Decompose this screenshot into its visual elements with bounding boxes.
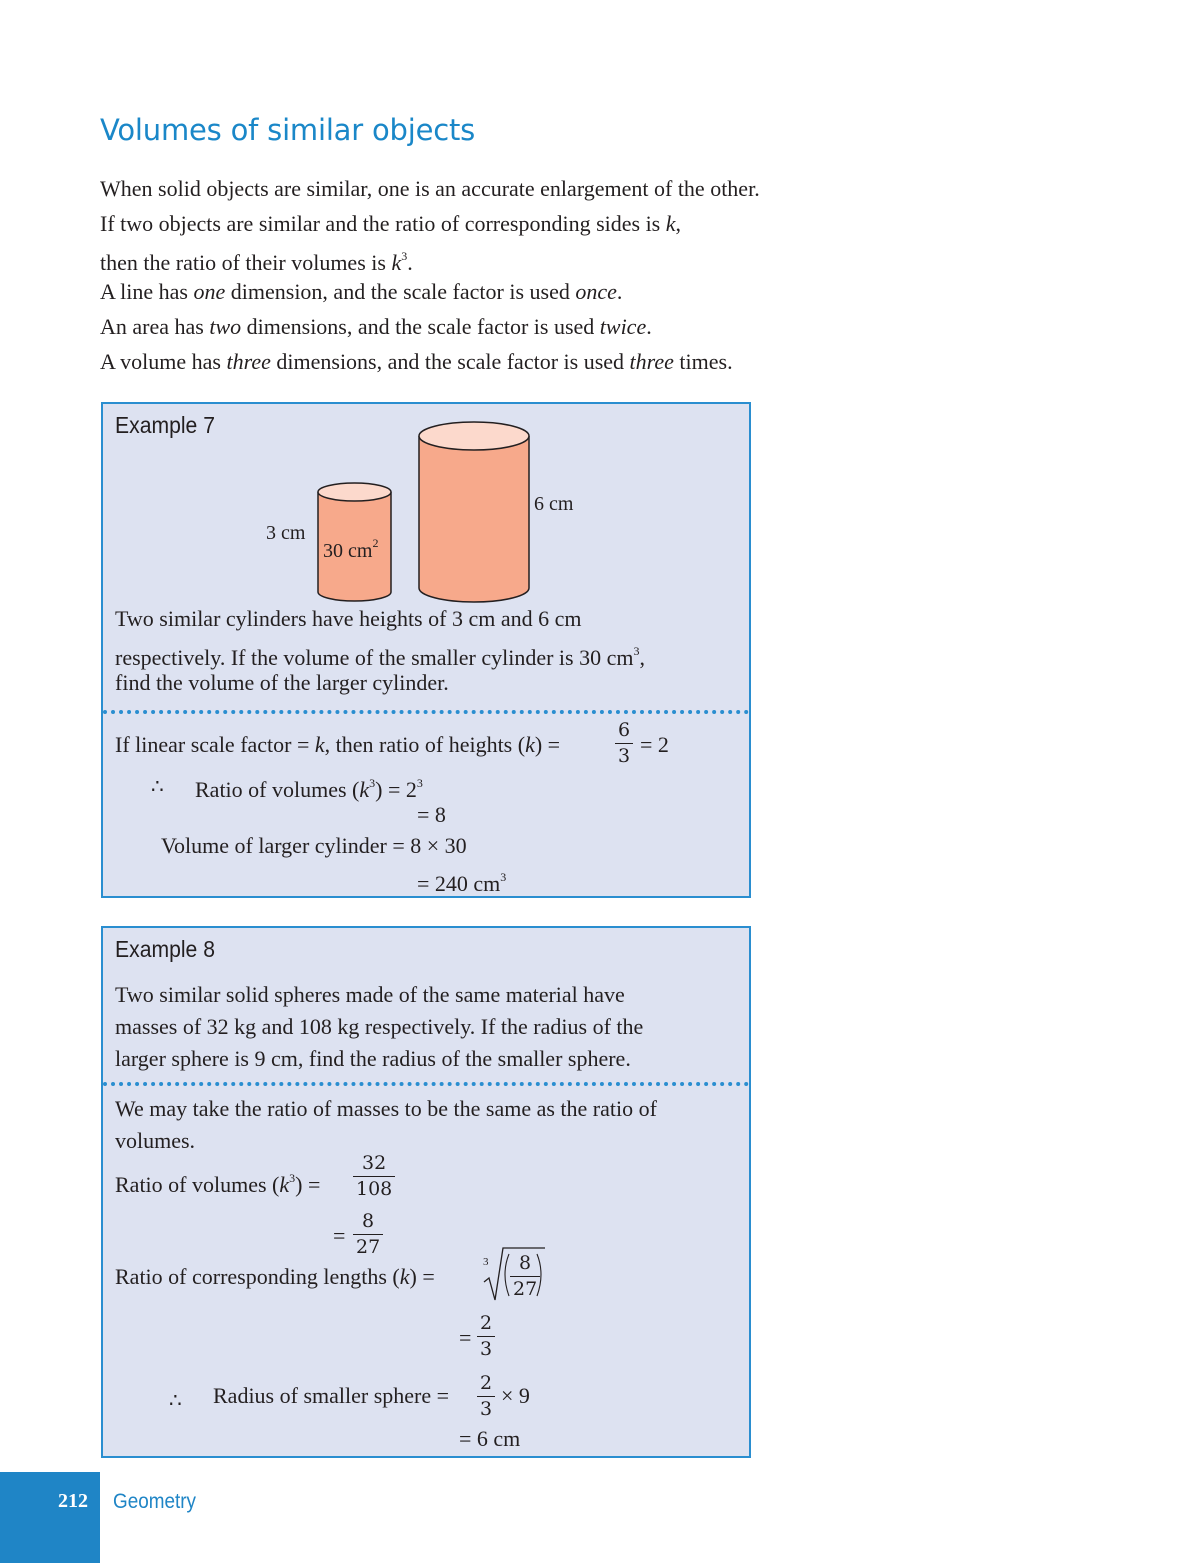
- small-cylinder-bottom: [318, 592, 391, 601]
- intro-line-3: then the ratio of their volumes is $k^3$.: [100, 249, 413, 275]
- large-cylinder-body: [419, 436, 529, 588]
- example-7-solution-line-1: If linear scale factor = k, then ratio of heights (k) =: [115, 732, 561, 757]
- example-8-problem-line-1: Two similar solid spheres made of the same material have: [115, 982, 625, 1007]
- height-ratio-result: = 2: [640, 732, 669, 757]
- large-cylinder: [419, 422, 529, 602]
- divider: [103, 1082, 749, 1086]
- example-8-solution-line-2: volumes.: [115, 1128, 196, 1153]
- example-7-solution-line-4: Volume of larger cylinder = 8 × 30: [161, 833, 467, 858]
- example-8-title: Example 8: [115, 936, 215, 962]
- cube-root-expression: [481, 1244, 547, 1304]
- length-ratio-fraction: $\frac{2}{3}$: [477, 1314, 495, 1359]
- radius-fraction: $\frac{2}{3}$: [477, 1374, 495, 1419]
- example-7-problem-line-3: find the volume of the larger cylinder.: [115, 670, 449, 695]
- small-volume-label: 30 $cm^2$: [323, 536, 379, 562]
- intro-line-1: When solid objects are similar, one is an accurate enlargement of the other.: [100, 176, 760, 201]
- radius-multiplier: × 9: [501, 1383, 530, 1408]
- example-8-solution-line-7: Radius of smaller sphere =: [213, 1383, 450, 1408]
- page-number: 212: [58, 1490, 88, 1512]
- root-index: 3: [483, 1256, 489, 1268]
- example-7-solution-line-3: = 8: [417, 802, 446, 827]
- example-7-problem-line-2: respectively. If the volume of the smaller cylinder is 30 $cm^3$,: [115, 644, 645, 670]
- example-8-box: [101, 926, 751, 1458]
- root-fraction: $\frac{8}{27}$: [510, 1254, 540, 1299]
- intro-line-4: A line has one dimension, and the scale factor is used once.: [100, 279, 623, 304]
- example-7-problem-line-1: Two similar cylinders have heights of 3 cm and 6 cm: [115, 606, 582, 631]
- example-7-solution-line-2: Ratio of volumes $(k^3) = 2^3$: [195, 776, 423, 802]
- section-name: Geometry: [113, 1490, 196, 1513]
- example-8-problem-line-2: masses of 32 kg and 108 kg respectively. If the radius of the: [115, 1014, 644, 1039]
- large-cylinder-bottom: [419, 588, 529, 602]
- example-8-solution-line-3: Ratio of volumes $(k^3)$ =: [115, 1171, 321, 1197]
- therefore-symbol: ∴: [169, 1388, 182, 1412]
- intro-line-2: If two objects are similar and the ratio of corresponding sides is k,: [100, 211, 682, 236]
- large-cylinder-top: [419, 422, 529, 450]
- example-7-box: [101, 402, 751, 898]
- divider: [103, 710, 749, 714]
- example-7-title: Example 7: [115, 412, 215, 438]
- example-8-solution-line-5: Ratio of corresponding lengths (k) =: [115, 1264, 435, 1289]
- cylinders-diagram: [103, 404, 749, 604]
- example-8-solution-line-1: We may take the ratio of masses to be the same as the ratio of: [115, 1096, 657, 1121]
- length-ratio-equals: =: [459, 1325, 472, 1350]
- therefore-symbol: ∴: [151, 774, 164, 798]
- example-8-problem-line-3: larger sphere is 9 cm, find the radius of the smaller sphere.: [115, 1046, 631, 1071]
- large-height-label: 6 cm: [534, 493, 574, 515]
- height-ratio-fraction: $\frac{6}{3}$: [615, 721, 633, 766]
- intro-line-5: An area has two dimensions, and the scale factor is used twice.: [100, 314, 652, 339]
- small-cylinder-top: [318, 483, 391, 501]
- volume-ratio-fraction: $\frac{32}{108}$: [353, 1154, 395, 1199]
- page-title: Volumes of similar objects: [100, 113, 476, 147]
- intro-line-6: A volume has three dimensions, and the scale factor is used three times.: [100, 349, 733, 374]
- small-height-label: 3 cm: [266, 522, 306, 544]
- example-7-solution-line-5: = 240 $cm^3$: [417, 870, 507, 896]
- simplified-fraction: $\frac{8}{27}$: [353, 1212, 383, 1257]
- simplified-equals: =: [333, 1223, 346, 1248]
- example-8-solution-line-8: = 6 cm: [459, 1426, 521, 1451]
- footer-bar: [0, 1472, 100, 1563]
